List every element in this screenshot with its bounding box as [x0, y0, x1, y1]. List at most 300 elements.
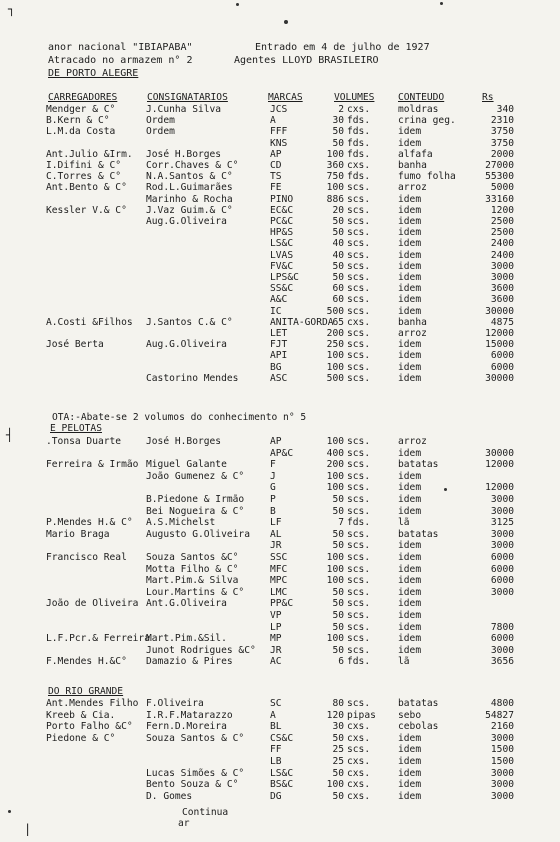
- table-row: [0, 272, 560, 283]
- shipper-cell: I.Difini & C°: [46, 160, 122, 171]
- table-row: [0, 540, 560, 551]
- unit-cell: scs.: [347, 575, 371, 587]
- value-cell: 4800: [490, 698, 514, 709]
- content-cell: banha: [398, 160, 427, 171]
- content-cell: arroz: [398, 436, 427, 447]
- quantity-cell: 50: [332, 126, 344, 138]
- speck-5: [8, 810, 11, 813]
- value-cell: 2500: [490, 227, 514, 239]
- value-cell: 2310: [490, 115, 514, 127]
- unit-cell: cxs.: [347, 316, 371, 328]
- consignee-cell: I.R.F.Matarazzo: [146, 709, 233, 721]
- table-row: [0, 436, 560, 447]
- quantity-cell: 100: [326, 482, 344, 494]
- quantity-cell: 50: [332, 216, 344, 227]
- quantity-cell: 60: [332, 294, 344, 306]
- mark-cell: JCS: [270, 104, 288, 115]
- consignee-cell: Castorino Mendes: [146, 372, 239, 384]
- unit-cell: scs.: [347, 621, 371, 633]
- consignee-cell: Motta Filho & C°: [146, 563, 239, 575]
- content-cell: idem: [398, 610, 422, 621]
- col-value: Rs: [482, 92, 494, 103]
- content-cell: idem: [398, 126, 422, 138]
- shipper-cell: Mendger & C°: [46, 104, 116, 115]
- quantity-cell: 50: [332, 227, 344, 239]
- speck-1: [284, 20, 288, 24]
- unit-cell: scs.: [347, 563, 371, 575]
- value-cell: 2400: [490, 249, 514, 261]
- unit-cell: fds.: [347, 517, 371, 529]
- quantity-cell: 50: [332, 540, 344, 552]
- col-mark: MARCAS: [268, 92, 303, 103]
- consignee-cell: Marinho & Rocha: [146, 193, 233, 205]
- quantity-cell: 50: [332, 610, 344, 621]
- unit-cell: scs.: [347, 328, 371, 339]
- unit-cell: scs.: [347, 227, 371, 239]
- value-cell: 1500: [490, 756, 514, 767]
- mark-cell: SSC: [270, 552, 288, 563]
- unit-cell: scs.: [347, 350, 371, 362]
- quantity-cell: 886: [326, 193, 344, 205]
- value-cell: 6000: [490, 633, 514, 645]
- content-cell: batatas: [398, 459, 439, 471]
- mark-cell: HP&S: [270, 227, 294, 239]
- shipper-cell: L.F.Pcr.& Ferreira: [46, 633, 150, 645]
- quantity-cell: 100: [326, 552, 344, 563]
- unit-cell: scs.: [347, 283, 371, 295]
- unit-cell: scs.: [347, 644, 371, 656]
- content-cell: lã: [398, 517, 410, 529]
- shipper-cell: L.M.da Costa: [46, 126, 116, 138]
- quantity-cell: 7: [338, 517, 344, 529]
- mark-cell: LET: [270, 328, 288, 339]
- mark-cell: LPS&C: [270, 272, 299, 283]
- value-cell: 3000: [490, 540, 514, 552]
- content-cell: idem: [398, 756, 422, 767]
- content-cell: idem: [398, 193, 422, 205]
- quantity-cell: 100: [326, 350, 344, 362]
- mark-cell: AC: [270, 656, 282, 668]
- value-cell: 3000: [490, 790, 514, 802]
- consignee-cell: D. Gomes: [146, 790, 193, 802]
- quantity-cell: 50: [332, 644, 344, 656]
- table-row: [0, 317, 560, 328]
- quantity-cell: 100: [326, 633, 344, 645]
- unit-cell: scs.: [347, 436, 371, 447]
- value-cell: 4875: [490, 316, 514, 328]
- content-cell: idem: [398, 137, 422, 149]
- content-cell: idem: [398, 621, 422, 633]
- margin-mark-top: ┐: [8, 2, 16, 16]
- unit-cell: cxs.: [347, 767, 371, 779]
- mark-cell: SC: [270, 698, 282, 709]
- content-cell: idem: [398, 238, 422, 250]
- value-cell: 15000: [485, 339, 514, 351]
- content-cell: lã: [398, 656, 410, 668]
- ship-name: anor nacional "IBIAPABA": [48, 42, 193, 53]
- content-cell: idem: [398, 505, 422, 517]
- mark-cell: CS&C: [270, 732, 294, 744]
- shipper-cell: João de Oliveira: [46, 598, 139, 610]
- consignee-cell: Fern.D.Moreira: [146, 721, 227, 733]
- consignee-cell: Mart.Pim.&Sil.: [146, 633, 227, 645]
- table-row: [0, 610, 560, 621]
- table-row: [0, 448, 560, 459]
- content-cell: idem: [398, 633, 422, 645]
- table-row: [0, 698, 560, 709]
- mark-cell: LF: [270, 517, 282, 529]
- margin-mark-left: ┤: [6, 428, 14, 442]
- unit-cell: scs.: [347, 447, 371, 459]
- table-row: [0, 126, 560, 137]
- content-cell: idem: [398, 339, 422, 351]
- mark-cell: LP: [270, 621, 282, 633]
- quantity-cell: 50: [332, 767, 344, 779]
- table-row: [0, 205, 560, 216]
- mark-cell: SS&C: [270, 283, 294, 295]
- content-cell: idem: [398, 249, 422, 261]
- table-row: [0, 598, 560, 609]
- table-row: [0, 171, 560, 182]
- table-row: [0, 250, 560, 261]
- consignee-cell: João Gumenez & C°: [146, 470, 245, 482]
- table-row: [0, 744, 560, 755]
- table-row: [0, 194, 560, 205]
- consignee-cell: Mart.Pim.& Silva: [146, 575, 239, 587]
- table-row: [0, 104, 560, 115]
- quantity-cell: 100: [326, 563, 344, 575]
- continues-label: Continua: [182, 807, 229, 818]
- quantity-cell: 50: [332, 494, 344, 505]
- value-cell: 6000: [490, 575, 514, 587]
- shipper-cell: Francisco Real: [46, 552, 127, 563]
- consignee-cell: Aug.G.Oliveira: [146, 339, 227, 351]
- consignee-cell: J.Vaz Guim.& C°: [146, 204, 233, 216]
- value-cell: 3000: [490, 779, 514, 791]
- quantity-cell: 100: [326, 361, 344, 373]
- speck-2: [236, 3, 239, 6]
- mark-cell: A&C: [270, 294, 288, 306]
- content-cell: idem: [398, 644, 422, 656]
- unit-cell: fds.: [347, 137, 371, 149]
- quantity-cell: 40: [332, 249, 344, 261]
- table-row: [0, 710, 560, 721]
- shipper-cell: Ferreira & Irmão: [46, 459, 139, 471]
- mark-cell: MP: [270, 633, 282, 645]
- consignee-cell: J.Cunha Silva: [146, 104, 222, 115]
- content-cell: arroz: [398, 182, 427, 194]
- unit-cell: scs.: [347, 540, 371, 552]
- table-row: [0, 756, 560, 767]
- content-cell: idem: [398, 552, 422, 563]
- content-cell: idem: [398, 540, 422, 552]
- shipper-cell: B.Kern & C°: [46, 115, 110, 127]
- table-row: [0, 791, 560, 802]
- table-row: [0, 216, 560, 227]
- table-row: [0, 733, 560, 744]
- quantity-cell: 500: [326, 372, 344, 384]
- value-cell: 340: [496, 104, 514, 115]
- mark-cell: API: [270, 350, 288, 362]
- value-cell: 54827: [485, 709, 514, 721]
- shipper-cell: Ant.Julio &Irm.: [46, 148, 133, 160]
- mark-cell: AP&C: [270, 447, 294, 459]
- content-cell: batatas: [398, 528, 439, 540]
- mark-cell: AP: [270, 148, 282, 160]
- section-porto-alegre: DE PORTO ALEGRE: [48, 68, 139, 79]
- quantity-cell: 50: [332, 272, 344, 283]
- quantity-cell: 30: [332, 115, 344, 127]
- value-cell: 3000: [490, 586, 514, 598]
- mark-cell: A: [270, 115, 276, 127]
- content-cell: idem: [398, 779, 422, 791]
- consignee-cell: Lour.Martins & C°: [146, 586, 245, 598]
- mark-cell: P: [270, 494, 276, 505]
- mark-cell: PP&C: [270, 598, 294, 610]
- unit-cell: scs.: [347, 272, 371, 283]
- mark-cell: FJT: [270, 339, 288, 351]
- mark-cell: AL: [270, 528, 282, 540]
- value-cell: 3000: [490, 272, 514, 283]
- value-cell: 7800: [490, 621, 514, 633]
- content-cell: idem: [398, 586, 422, 598]
- table-row: [0, 160, 560, 171]
- speck-3: [440, 2, 443, 5]
- value-cell: 3000: [490, 528, 514, 540]
- consignee-cell: Rod.L.Guimarães: [146, 182, 233, 194]
- shipper-cell: P.Mendes H.& C°: [46, 517, 133, 529]
- value-cell: 6000: [490, 563, 514, 575]
- quantity-cell: 30: [332, 721, 344, 733]
- value-cell: 5000: [490, 182, 514, 194]
- value-cell: 2000: [490, 148, 514, 160]
- content-cell: idem: [398, 283, 422, 295]
- mark-cell: JR: [270, 644, 282, 656]
- unit-cell: scs.: [347, 339, 371, 351]
- unit-cell: fds.: [347, 148, 371, 160]
- quantity-cell: 50: [332, 598, 344, 610]
- mark-cell: CD: [270, 160, 282, 171]
- mark-cell: ANITA-GORDA: [270, 316, 334, 328]
- table-row: [0, 552, 560, 563]
- unit-cell: scs.: [347, 698, 371, 709]
- unit-cell: scs.: [347, 238, 371, 250]
- value-cell: 1200: [490, 204, 514, 216]
- unit-cell: scs.: [347, 459, 371, 471]
- value-cell: 30000: [485, 447, 514, 459]
- value-cell: 55300: [485, 171, 514, 183]
- value-cell: 2160: [490, 721, 514, 733]
- mark-cell: B: [270, 505, 276, 517]
- berth-info: Atracado no armazem n° 2: [48, 55, 193, 66]
- content-cell: idem: [398, 767, 422, 779]
- content-cell: idem: [398, 260, 422, 272]
- table-row: [0, 283, 560, 294]
- content-cell: idem: [398, 790, 422, 802]
- quantity-cell: 65: [332, 316, 344, 328]
- content-cell: idem: [398, 598, 422, 610]
- mark-cell: PC&C: [270, 216, 294, 227]
- quantity-cell: 200: [326, 328, 344, 339]
- table-row: [0, 587, 560, 598]
- table-row: [0, 138, 560, 149]
- mark-cell: VP: [270, 610, 282, 621]
- shipper-cell: Piedone & C°: [46, 732, 116, 744]
- value-cell: 3125: [490, 517, 514, 529]
- mark-cell: F: [270, 459, 276, 471]
- quantity-cell: 6: [338, 656, 344, 668]
- column-headers: [0, 92, 560, 103]
- content-cell: cebolas: [398, 721, 439, 733]
- consignee-cell: Lucas Simões & C°: [146, 767, 245, 779]
- consignee-cell: A.S.Michelst: [146, 517, 216, 529]
- table-row: [0, 238, 560, 249]
- shipper-cell: Porto Falho &C°: [46, 721, 133, 733]
- value-cell: 3000: [490, 732, 514, 744]
- content-cell: banha: [398, 316, 427, 328]
- mark-cell: MFC: [270, 563, 288, 575]
- content-cell: crina geg.: [398, 115, 456, 127]
- mark-cell: J: [270, 470, 276, 482]
- value-cell: 2400: [490, 238, 514, 250]
- unit-cell: scs.: [347, 586, 371, 598]
- mark-cell: TS: [270, 171, 282, 183]
- quantity-cell: 120: [326, 709, 344, 721]
- quantity-cell: 2: [338, 104, 344, 115]
- value-cell: 2500: [490, 216, 514, 227]
- quantity-cell: 250: [326, 339, 344, 351]
- quantity-cell: 50: [332, 137, 344, 149]
- content-cell: idem: [398, 732, 422, 744]
- quantity-cell: 50: [332, 505, 344, 517]
- entry-date: Entrado em 4 de julho de 1927: [255, 42, 430, 53]
- table-row: [0, 645, 560, 656]
- consignee-cell: Aug.G.Oliveira: [146, 216, 227, 227]
- table-row: [0, 564, 560, 575]
- value-cell: 3750: [490, 126, 514, 138]
- consignee-cell: Ordem: [146, 115, 175, 127]
- unit-cell: scs.: [347, 361, 371, 373]
- table-row: [0, 115, 560, 126]
- unit-cell: cxs.: [347, 721, 371, 733]
- section-pelotas: E PELOTAS: [50, 423, 102, 434]
- quantity-cell: 400: [326, 447, 344, 459]
- content-cell: sebo: [398, 709, 422, 721]
- table-row: [0, 721, 560, 732]
- quantity-cell: 50: [332, 621, 344, 633]
- shipper-cell: .Tonsa Duarte: [46, 436, 122, 447]
- mark-cell: G: [270, 482, 276, 494]
- mark-cell: ASC: [270, 372, 288, 384]
- content-cell: idem: [398, 305, 422, 317]
- unit-cell: scs.: [347, 470, 371, 482]
- content-cell: idem: [398, 361, 422, 373]
- quantity-cell: 100: [326, 436, 344, 447]
- mark-cell: JR: [270, 540, 282, 552]
- content-cell: idem: [398, 216, 422, 227]
- value-cell: 3600: [490, 294, 514, 306]
- value-cell: 3000: [490, 767, 514, 779]
- table-row: [0, 656, 560, 667]
- value-cell: 1500: [490, 744, 514, 756]
- unit-cell: scs.: [347, 482, 371, 494]
- unit-cell: scs.: [347, 744, 371, 756]
- table-row: [0, 373, 560, 384]
- consignee-cell: Ordem: [146, 126, 175, 138]
- quantity-cell: 25: [332, 744, 344, 756]
- quantity-cell: 100: [326, 182, 344, 194]
- quantity-cell: 50: [332, 260, 344, 272]
- quantity-cell: 500: [326, 305, 344, 317]
- consignee-cell: Junot Rodrigues &C°: [146, 644, 256, 656]
- footer-mark: ar: [178, 818, 190, 829]
- unit-cell: scs.: [347, 260, 371, 272]
- consignee-cell: Ant.G.Oliveira: [146, 598, 227, 610]
- mark-cell: AP: [270, 436, 282, 447]
- value-cell: 3600: [490, 283, 514, 295]
- table-row: [0, 529, 560, 540]
- quantity-cell: 50: [332, 732, 344, 744]
- quantity-cell: 40: [332, 238, 344, 250]
- quantity-cell: 50: [332, 790, 344, 802]
- unit-cell: scs.: [347, 372, 371, 384]
- consignee-cell: Augusto G.Oliveira: [146, 528, 250, 540]
- section-rio-grande: DO RIO GRANDE: [48, 686, 124, 697]
- table-row: [0, 328, 560, 339]
- table-row: [0, 517, 560, 528]
- consignee-cell: José H.Borges: [146, 148, 222, 160]
- consignee-cell: J.Santos C.& C°: [146, 316, 233, 328]
- table-row: [0, 227, 560, 238]
- value-cell: 3656: [490, 656, 514, 668]
- value-cell: 3000: [490, 260, 514, 272]
- consignee-cell: N.A.Santos & C°: [146, 171, 233, 183]
- unit-cell: scs.: [347, 494, 371, 505]
- shipper-cell: Kessler V.& C°: [46, 204, 127, 216]
- content-cell: idem: [398, 563, 422, 575]
- content-cell: idem: [398, 744, 422, 756]
- content-cell: idem: [398, 294, 422, 306]
- value-cell: 30000: [485, 372, 514, 384]
- unit-cell: fds.: [347, 171, 371, 183]
- unit-cell: cxs.: [347, 790, 371, 802]
- mark-cell: IC: [270, 305, 282, 317]
- consignee-cell: Souza Santos &C°: [146, 552, 239, 563]
- mark-cell: FF: [270, 744, 282, 756]
- unit-cell: fds.: [347, 126, 371, 138]
- shipper-cell: José Berta: [46, 339, 104, 351]
- col-volumes: VOLUMES: [334, 92, 375, 103]
- value-cell: 6000: [490, 552, 514, 563]
- consignee-cell: Bei Nogueira & C°: [146, 505, 245, 517]
- mark-cell: FFF: [270, 126, 288, 138]
- table-row: [0, 471, 560, 482]
- shipper-cell: A.Costi &Filhos: [46, 316, 133, 328]
- content-cell: idem: [398, 470, 422, 482]
- consignee-cell: F.Oliveira: [146, 698, 204, 709]
- content-cell: idem: [398, 272, 422, 283]
- shipper-cell: F.Mendes H.&C°: [46, 656, 127, 668]
- unit-cell: cxs.: [347, 779, 371, 791]
- mark-cell: EC&C: [270, 204, 294, 216]
- unit-cell: scs.: [347, 193, 371, 205]
- mark-cell: BG: [270, 361, 282, 373]
- unit-cell: cxs.: [347, 756, 371, 767]
- value-cell: 12000: [485, 328, 514, 339]
- table-row: [0, 779, 560, 790]
- unit-cell: fds.: [347, 115, 371, 127]
- content-cell: idem: [398, 575, 422, 587]
